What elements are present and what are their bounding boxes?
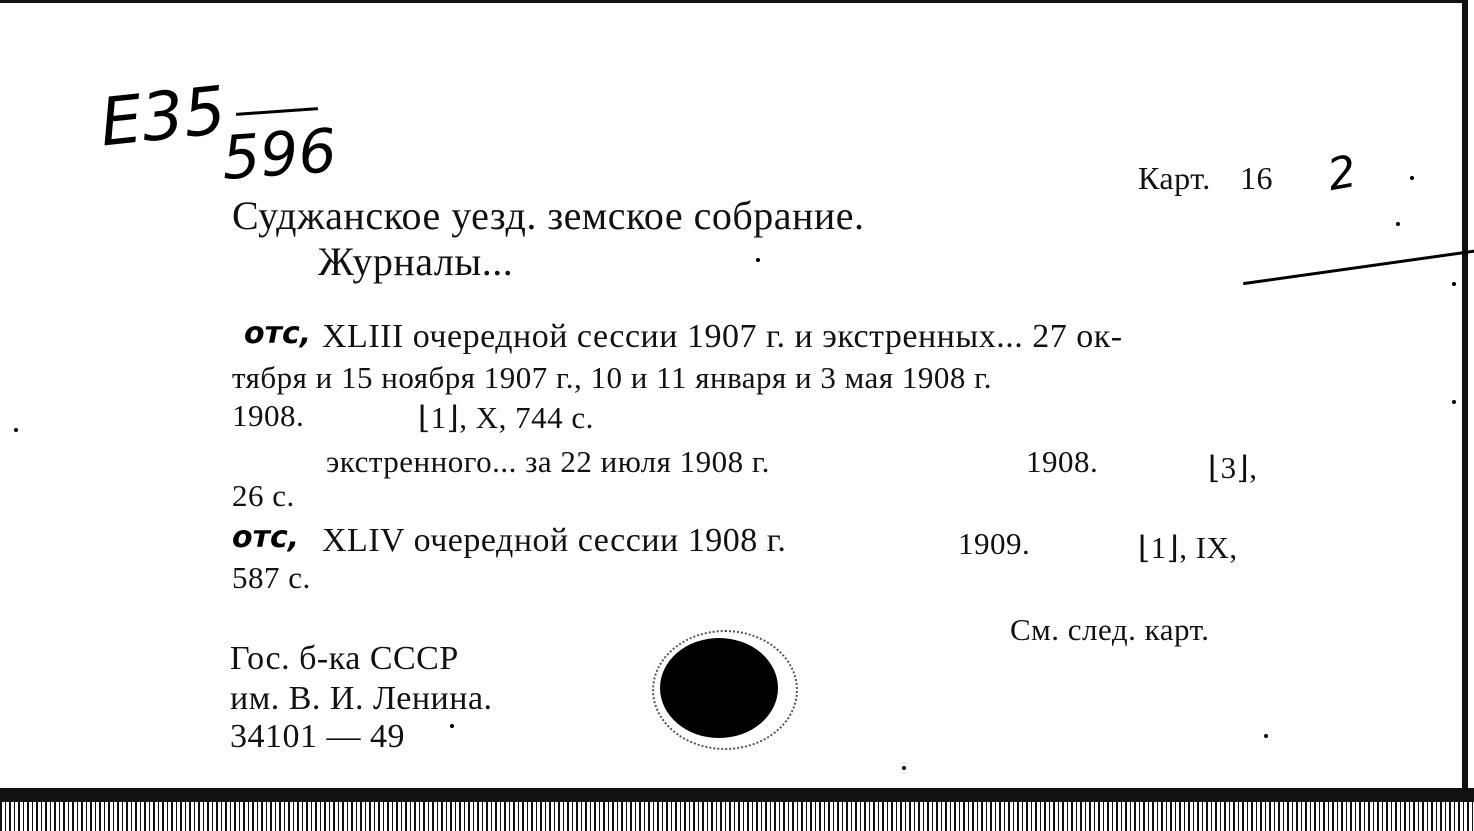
speck [1396, 222, 1400, 226]
speck [1452, 400, 1456, 404]
entry-1-abbr: отс, [244, 316, 312, 351]
card-title: Журналы... [318, 239, 514, 284]
entry-3-line1: XLIV очередной сессии 1908 г. [322, 522, 787, 559]
library-line-1: Гос. б-ка СССР [230, 640, 459, 677]
speck [902, 766, 906, 770]
shelfmark-top: E35 [96, 71, 230, 162]
entry-1-line2: тября и 15 ноября 1907 г., 10 и 11 января и 3 мая 1908 г. [232, 360, 993, 395]
library-line-3: 34101 — 49 [230, 718, 405, 755]
kart-label: Карт. [1138, 160, 1211, 196]
entry-2-line1: экстренного... за 22 июля 1908 г. [326, 444, 770, 479]
entry-3-line2: 587 с. [232, 560, 311, 595]
shelfmark-bottom: 596 [219, 116, 339, 194]
scan-edge-band [0, 788, 1474, 831]
entry-2-desc: ⌊3⌋, [1208, 450, 1258, 485]
library-line-2: им. В. И. Ленина. [230, 680, 493, 717]
entry-2-line2: 26 с. [232, 478, 295, 513]
entry-1-line1: XLIII очередной сессии 1907 г. и экстренных... 27 ок- [322, 318, 1123, 355]
speck [450, 724, 454, 728]
speck [14, 428, 18, 432]
entry-2-year: 1908. [1026, 444, 1099, 479]
see-next-card: См. след. карт. [1010, 612, 1210, 647]
speck [1452, 282, 1456, 286]
speck [1264, 734, 1268, 738]
entry-1-desc: ⌊1⌋, X, 744 с. [418, 400, 594, 435]
entry-3-desc: ⌊1⌋, IX, [1138, 530, 1238, 565]
speck [756, 258, 760, 262]
entry-3-abbr: отс, [232, 520, 300, 555]
punched-hole [660, 638, 778, 738]
entry-1-year: 1908. [232, 398, 305, 433]
entry-3-year: 1909. [958, 526, 1031, 561]
kart-old-number: 16 [1240, 160, 1474, 197]
speck [1410, 176, 1414, 180]
kart-handwritten-number: 2 [1323, 145, 1361, 202]
card-author: Суджанское уезд. земское собрание. [232, 193, 865, 238]
